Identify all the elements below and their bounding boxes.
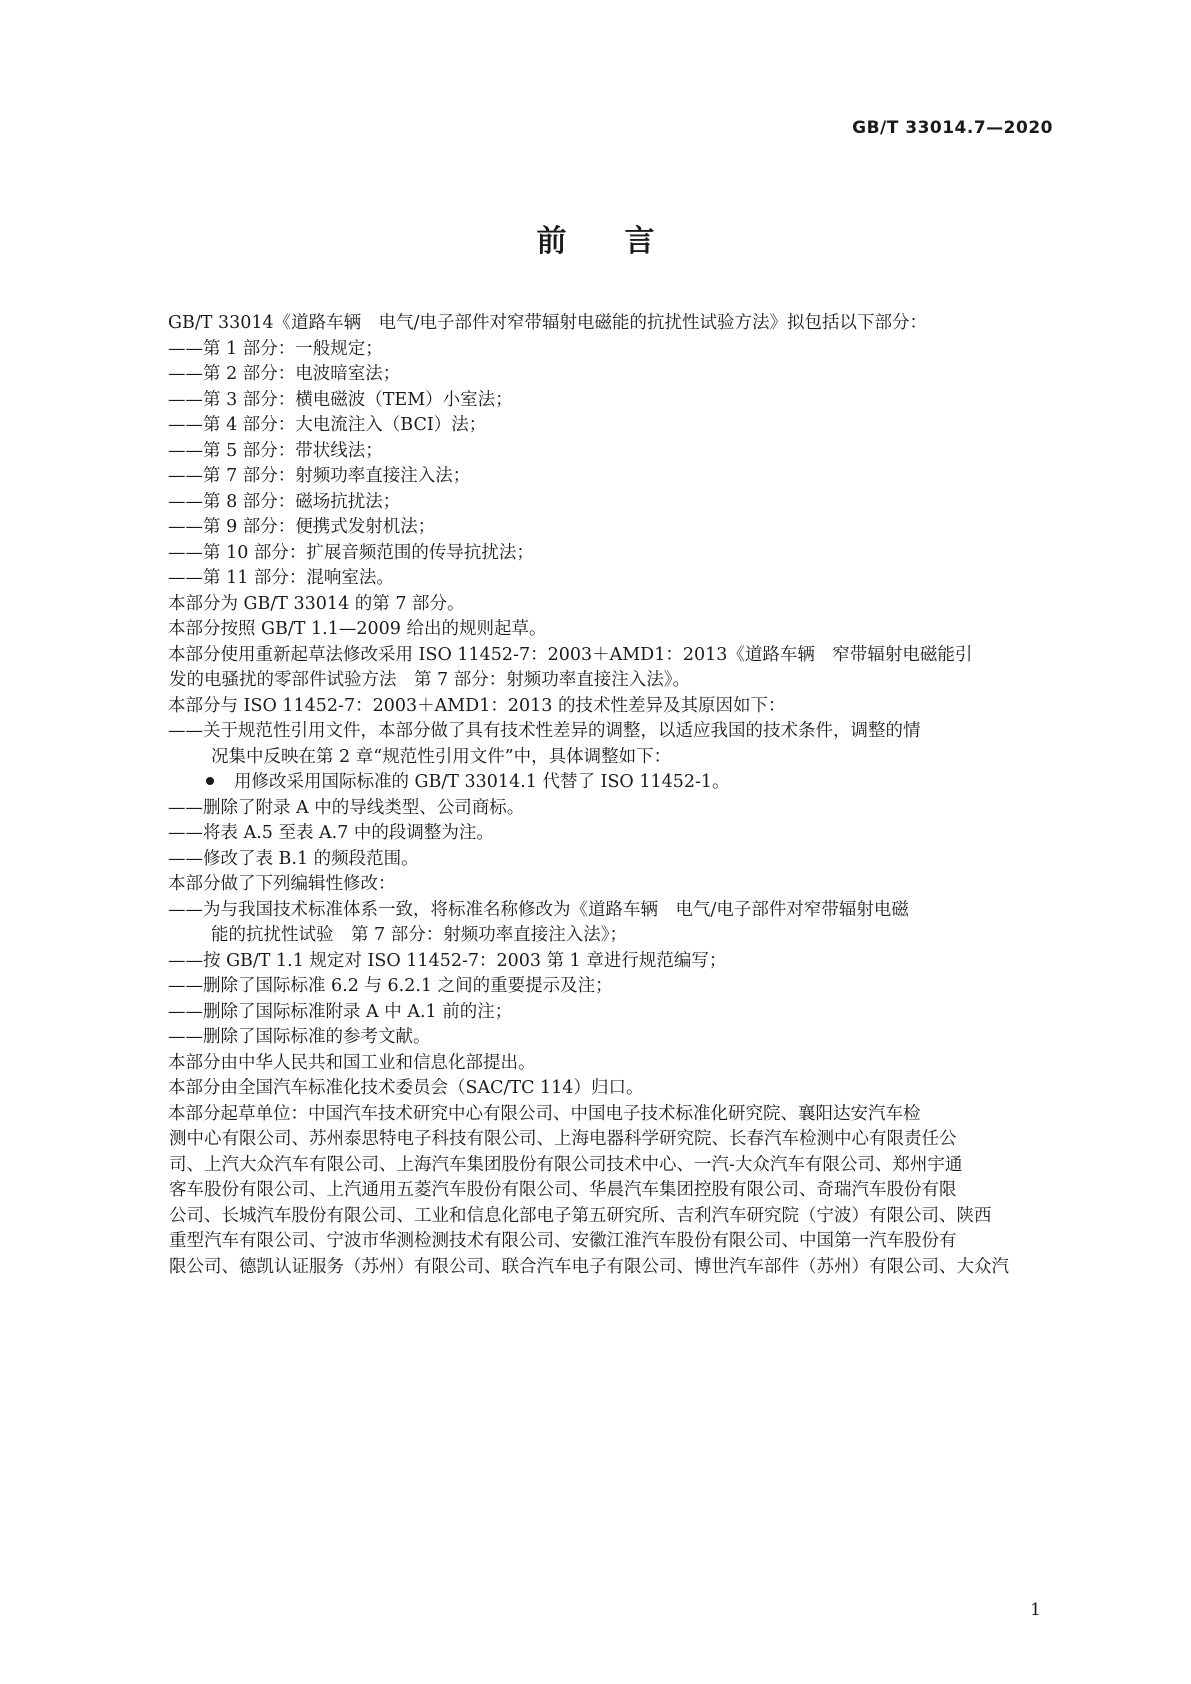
line-text: ——将表 A.5 至表 A.7 中的段调整为注。 bbox=[168, 823, 494, 843]
line-text: 限公司、德凯认证服务（苏州）有限公司、联合汽车电子有限公司、博世汽车部件（苏州）有限公司、大众汽 bbox=[169, 1256, 1009, 1277]
paragraph-continuation bbox=[129, 1153, 1068, 1179]
standard-number: GB/T 33014.7—2020 bbox=[852, 118, 1053, 138]
list-item bbox=[168, 413, 1068, 439]
paragraph-line bbox=[168, 872, 1068, 898]
line-text: ——修改了表 B.1 的频段范围。 bbox=[168, 848, 419, 869]
line-text: ——删除了国际标准附录 A 中 A.1 前的注； bbox=[168, 1001, 513, 1022]
list-item bbox=[168, 719, 1068, 745]
page-number: 1 bbox=[1030, 1600, 1041, 1620]
list-item bbox=[168, 337, 1068, 363]
line-text: 测中心有限公司、苏州泰思特电子科技有限公司、上海电器科学研究院、长春汽车检测中心有限责任公 bbox=[169, 1129, 957, 1149]
line-text: 发的电骚扰的零部件试验方法 第 7 部分：射频功率直接注入法》。 bbox=[169, 670, 691, 690]
line-text: 本部分与 ISO 11452-7：2003＋AMD1：2013 的技术性差异及其原因如下： bbox=[168, 695, 786, 716]
line-text: ——删除了国际标准 6.2 与 6.2.1 之间的重要提示及注； bbox=[168, 976, 613, 996]
list-item bbox=[168, 974, 1068, 1000]
list-item bbox=[168, 949, 1068, 975]
paragraph-line bbox=[168, 1102, 1068, 1128]
line-text: ——第 7 部分：射频功率直接注入法； bbox=[168, 466, 471, 486]
paragraph-continuation bbox=[129, 668, 1068, 694]
line-text: 用修改采用国际标准的 GB/T 33014.1 代替了 ISO 11452-1。 bbox=[234, 772, 730, 792]
list-item bbox=[168, 1000, 1068, 1026]
line-text: ——按 GB/T 1.1 规定对 ISO 11452-7：2003 第 1 章进行规范编写； bbox=[168, 950, 727, 971]
line-text: 司、上汽大众汽车有限公司、上海汽车集团股份有限公司技术中心、一汽-大众汽车有限公司、郑州宇通 bbox=[169, 1154, 963, 1175]
list-item bbox=[168, 515, 1068, 541]
list-item bbox=[168, 388, 1068, 414]
list-item bbox=[168, 362, 1068, 388]
line-text: 重型汽车有限公司、宁波市华测检测技术有限公司、安徽江淮汽车股份有限公司、中国第一汽车股份有 bbox=[169, 1231, 957, 1251]
paragraph-line bbox=[168, 694, 1068, 720]
foreword-body bbox=[168, 311, 1068, 1280]
paragraph-line bbox=[168, 311, 1068, 337]
list-item bbox=[168, 796, 1068, 822]
paragraph-line bbox=[168, 1076, 1068, 1102]
paragraph-continuation bbox=[129, 1127, 1068, 1153]
line-text: ——第 10 部分：扩展音频范围的传导抗扰法； bbox=[168, 542, 534, 563]
list-item bbox=[168, 464, 1068, 490]
line-text: ——第 11 部分：混响室法。 bbox=[168, 568, 394, 588]
list-item bbox=[168, 439, 1068, 465]
line-text: 本部分按照 GB/T 1.1—2009 给出的规则起草。 bbox=[168, 619, 547, 639]
paragraph-continuation bbox=[129, 1229, 1068, 1255]
paragraph-line bbox=[168, 1051, 1068, 1077]
line-text: 客车股份有限公司、上汽通用五菱汽车股份有限公司、华晨汽车集团控股有限公司、奇瑞汽车股份有限 bbox=[169, 1180, 957, 1200]
paragraph-line bbox=[168, 617, 1068, 643]
line-text: 本部分起草单位：中国汽车技术研究中心有限公司、中国电子技术标准化研究院、襄阳达安汽车检 bbox=[168, 1103, 921, 1124]
paragraph-continuation bbox=[129, 1178, 1068, 1204]
line-text: ——第 1 部分：一般规定； bbox=[168, 338, 383, 359]
line-text: ——为与我国技术标准体系一致，将标准名称修改为《道路车辆 电气/电子部件对窄带辐射电磁 bbox=[168, 899, 909, 920]
line-text: 本部分由全国汽车标准化技术委员会（SAC/TC 114）归口。 bbox=[168, 1078, 644, 1098]
list-item-continuation bbox=[168, 923, 1068, 949]
bullet-item bbox=[168, 770, 1068, 796]
bullet-dot-icon bbox=[206, 777, 214, 785]
paragraph-line bbox=[168, 643, 1068, 669]
paragraph-line bbox=[168, 592, 1068, 618]
line-text: ——删除了国际标准的参考文献。 bbox=[168, 1027, 431, 1047]
list-item bbox=[168, 898, 1068, 924]
paragraph-continuation bbox=[129, 1255, 1068, 1281]
line-text: ——第 4 部分：大电流注入（BCI）法； bbox=[168, 415, 487, 435]
paragraph-continuation bbox=[129, 1204, 1068, 1230]
list-item-continuation bbox=[168, 745, 1068, 771]
line-text: ——第 9 部分：便携式发射机法； bbox=[168, 517, 436, 537]
list-item bbox=[168, 1025, 1068, 1051]
line-text: ——关于规范性引用文件，本部分做了具有技术性差异的调整，以适应我国的技术条件，调整的情 bbox=[168, 721, 921, 741]
line-text: 本部分做了下列编辑性修改： bbox=[168, 874, 396, 894]
page-title: 前言 bbox=[536, 224, 713, 259]
line-text: ——第 8 部分：磁场抗扰法； bbox=[168, 491, 401, 512]
line-text: 本部分使用重新起草法修改采用 ISO 11452-7：2003＋AMD1：2013《道路车辆 窄带辐射电磁能引 bbox=[168, 644, 973, 665]
list-item bbox=[168, 847, 1068, 873]
line-text: ——删除了附录 A 中的导线类型、公司商标。 bbox=[168, 797, 525, 818]
line-text: 况集中反映在第 2 章“规范性引用文件”中，具体调整如下： bbox=[211, 746, 672, 767]
list-item bbox=[168, 821, 1068, 847]
line-text: 本部分由中华人民共和国工业和信息化部提出。 bbox=[168, 1052, 536, 1073]
line-text: 本部分为 GB/T 33014 的第 7 部分。 bbox=[168, 593, 465, 614]
list-item bbox=[168, 566, 1068, 592]
line-text: GB/T 33014《道路车辆 电气/电子部件对窄带辐射电磁能的抗扰性试验方法》拟包括以下部分： bbox=[168, 313, 928, 333]
list-item bbox=[168, 490, 1068, 516]
line-text: 公司、长城汽车股份有限公司、工业和信息化部电子第五研究所、吉利汽车研究院（宁波）有限公司、陕西 bbox=[169, 1205, 992, 1226]
line-text: ——第 2 部分：电波暗室法； bbox=[168, 364, 401, 384]
list-item bbox=[168, 541, 1068, 567]
line-text: 能的抗扰性试验 第 7 部分：射频功率直接注入法》； bbox=[211, 925, 628, 945]
line-text: ——第 5 部分：带状线法； bbox=[168, 440, 383, 461]
line-text: ——第 3 部分：横电磁波（TEM）小室法； bbox=[168, 389, 513, 410]
